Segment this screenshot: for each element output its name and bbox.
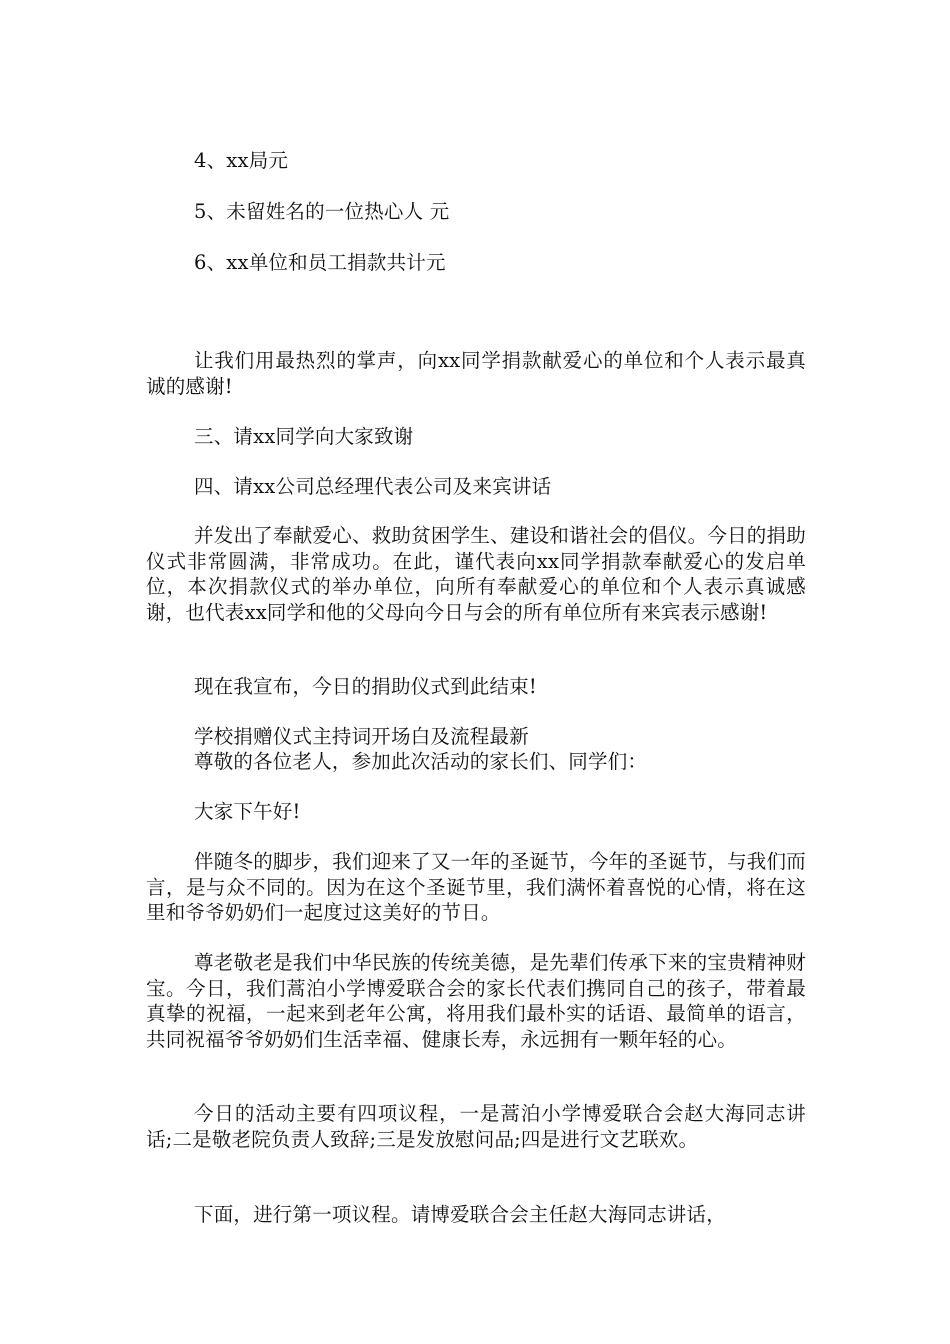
paragraph-christmas: 伴随冬的脚步，我们迎来了又一年的圣诞节，今年的圣诞节，与我们而言，是与众不同的。因为在这个圣诞节里，我们满怀着喜悦的心情，将在这里和爷爷奶奶们一起度过这美好的节日。 (146, 850, 806, 924)
paragraph-first-item: 下面，进行第一项议程。请博爱联合会主任赵大海同志讲话， (194, 1203, 726, 1226)
paragraph-announcement: 现在我宣布，今日的捐助仪式到此结束! (194, 675, 537, 698)
donation-item-4: 4、xx局元 (194, 149, 289, 172)
greeting-afternoon: 大家下午好! (194, 800, 301, 823)
paragraph-closing-remarks: 并发出了奉献爱心、救助贫困学生、建设和谐社会的倡仪。今日的捐助仪式非常圆满，非常成功。在此，谨代表向xx同学捐款奉献爱心的发启单位，本次捐款仪式的举办单位，向所有奉献爱心的单位和个人表示真诚感谢，也代表xx同学和他的父母向今日与会的所有单位所有来宾表示感谢! (146, 524, 806, 624)
agenda-item-four: 四、请xx公司总经理代表公司及来宾讲话 (194, 475, 552, 498)
paragraph-agenda: 今日的活动主要有四项议程，一是蒿泊小学博爱联合会赵大海同志讲话;二是敬老院负责人致辞;三是发放慰问品;四是进行文艺联欢。 (146, 1102, 806, 1151)
greeting-salutation: 尊敬的各位老人，参加此次活动的家长们、同学们： (194, 750, 648, 773)
donation-item-5: 5、未留姓名的一位热心人 元 (194, 200, 450, 223)
paragraph-respect-elders: 尊老敬老是我们中华民族的传统美德，是先辈们传承下来的宝贵精神财宝。今日，我们蒿泊小学博爱联合会的家长代表们携同自己的孩子，带着最真挚的祝福，一起来到老年公寓，将用我们最朴实的话语、最简单的语言，共同祝福爷爷奶奶们生活幸福、健康长寿，永远拥有一颗年轻的心。 (146, 951, 806, 1051)
donation-item-6: 6、xx单位和员工捐款共计元 (194, 251, 446, 274)
paragraph-thanks: 让我们用最热烈的掌声，向xx同学捐款献爱心的单位和个人表示最真诚的感谢! (146, 349, 806, 398)
section-heading: 学校捐赠仪式主持词开场白及流程最新 (194, 725, 529, 748)
agenda-item-three: 三、请xx同学向大家致谢 (194, 425, 414, 448)
